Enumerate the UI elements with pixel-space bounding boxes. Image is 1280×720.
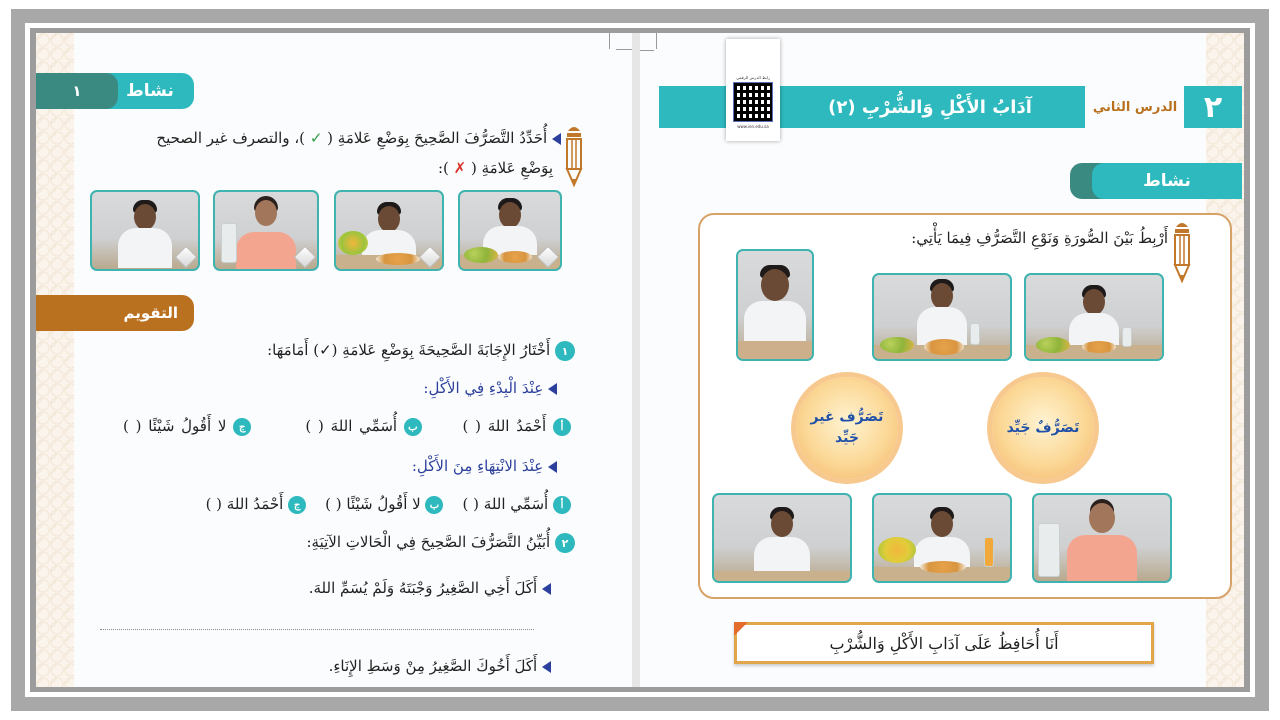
question-2: ٢ أُبَيِّنُ التَّصَرُّفَ الصَّحِيحَ فِي الْحَالاتِ الآتِيَةِ: (306, 533, 575, 553)
right-page (640, 33, 1244, 687)
category-good-behavior[interactable]: تَصَرُّفٌ جَيِّد (992, 377, 1094, 479)
activity-photo-4[interactable] (90, 190, 200, 271)
option-a[interactable]: أ أَحْمَدُ اللهَ ( ) (462, 417, 571, 435)
crop-mark (640, 50, 654, 51)
activity-badge-label: نشاط (1092, 163, 1242, 199)
category-bad-behavior[interactable]: تَصَرُّف غير جَيِّد (796, 377, 898, 479)
bullet-triangle-icon (542, 661, 551, 673)
option-b[interactable]: ب لا أَقُولُ شَيْئًا ( ) (325, 495, 443, 513)
matching-photo-bottom-1[interactable] (1032, 493, 1172, 583)
activity-photo-1[interactable] (458, 190, 562, 271)
pencil-icon (1172, 219, 1192, 283)
question-number-badge: ١ (555, 341, 575, 361)
answer-diamond-marker[interactable] (175, 246, 198, 269)
q1-sub1-options (123, 417, 571, 436)
decorative-pattern (36, 33, 74, 687)
matching-photo-top-1[interactable] (1024, 273, 1164, 361)
evaluation-section-tab: التقويم (36, 295, 194, 331)
activity-badge (1070, 163, 1242, 199)
activity-badge-number: ١ (36, 73, 118, 109)
page-gutter (632, 33, 640, 687)
footer-banner: أَنَا أُحَافِظُ عَلَى آدَابِ الأَكْلِ وَالشُّرْبِ (734, 622, 1154, 664)
crop-mark (616, 49, 633, 50)
qr-code-card[interactable] (726, 39, 780, 141)
left-page (36, 33, 633, 687)
activity-photo-2[interactable] (334, 190, 444, 271)
lesson-title: آدَابُ الأَكْلِ وَالشُّرْبِ (٢) (828, 96, 1032, 118)
q2-case-2: أَكَلَ أَخُوكَ الصَّغِيرُ مِنْ وَسَطِ الإِنَاءِ. (329, 657, 551, 675)
q1-sub1-heading: عِنْدَ الْبِدْءِ فِي الأَكْلِ: (423, 379, 557, 397)
check-mark-icon: ✓ (309, 129, 323, 147)
pencil-icon (564, 123, 584, 187)
activity-instruction-line2: بِوَضْعِ عَلامَةِ ( ✗ ): (437, 159, 553, 177)
matching-photo-top-3[interactable] (736, 249, 814, 361)
lesson-label: الدرس الثاني (1092, 99, 1178, 115)
option-c[interactable]: ج لا أَقُولُ شَيْئًا ( ) (123, 417, 251, 435)
bullet-triangle-icon (552, 133, 561, 145)
qr-code-icon (733, 82, 773, 122)
matching-photo-bottom-2[interactable] (872, 493, 1012, 583)
matching-instruction: أَرْبِطُ بَيْنَ الصُّورَةِ وَنَوْعِ التَّصَرُّفِ فِيمَا يَأْتِي: (911, 229, 1168, 247)
bullet-triangle-icon (548, 383, 557, 395)
bullet-triangle-icon (542, 583, 551, 595)
question-number-badge: ٢ (555, 533, 575, 553)
answer-diamond-marker[interactable] (294, 246, 317, 269)
question-1: ١ أَخْتَارُ الإِجَابَةَ الصَّحِيحَةَ بِوَضْعِ عَلامَةِ (✓) أَمَامَهَا: (267, 341, 575, 361)
option-c[interactable]: ج أَحْمَدُ اللهَ ( ) (206, 495, 307, 513)
lesson-number: ٢ (1184, 86, 1242, 128)
matching-photo-bottom-3[interactable] (712, 493, 852, 583)
q1-sub2-options (206, 495, 571, 514)
answer-line[interactable] (100, 629, 534, 630)
option-a[interactable]: أ أُسَمِّي اللهَ ( ) (463, 495, 571, 513)
option-b[interactable]: ب أُسَمِّي اللهَ ( ) (305, 417, 421, 435)
qr-caption: رابط الدرس الرقمي (736, 75, 770, 80)
activity-badge-label: نشاط (86, 73, 194, 109)
qr-url: www.ien.edu.sa (737, 124, 769, 129)
activity-photo-3[interactable] (213, 190, 319, 271)
activity-instruction-line1: أُحَدِّدُ التَّصَرُّفَ الصَّحِيحَ بِوَضْعِ عَلامَةِ ( ✓ )، والتصرف غير الصحيح (156, 129, 561, 147)
q2-case-1: أَكَلَ أَخِي الصَّغِيرُ وَجْبَتَهُ وَلَمْ يُسَمِّ اللهَ. (309, 579, 551, 597)
matching-photo-top-2[interactable] (872, 273, 1012, 361)
q1-sub2-heading: عِنْدَ الانْتِهَاءِ مِنَ الأَكْلِ: (412, 457, 557, 475)
activity-badge (36, 73, 194, 109)
crop-mark (609, 33, 610, 49)
cross-mark-icon: ✗ (453, 159, 467, 177)
bullet-triangle-icon (548, 461, 557, 473)
crop-mark (656, 33, 657, 49)
